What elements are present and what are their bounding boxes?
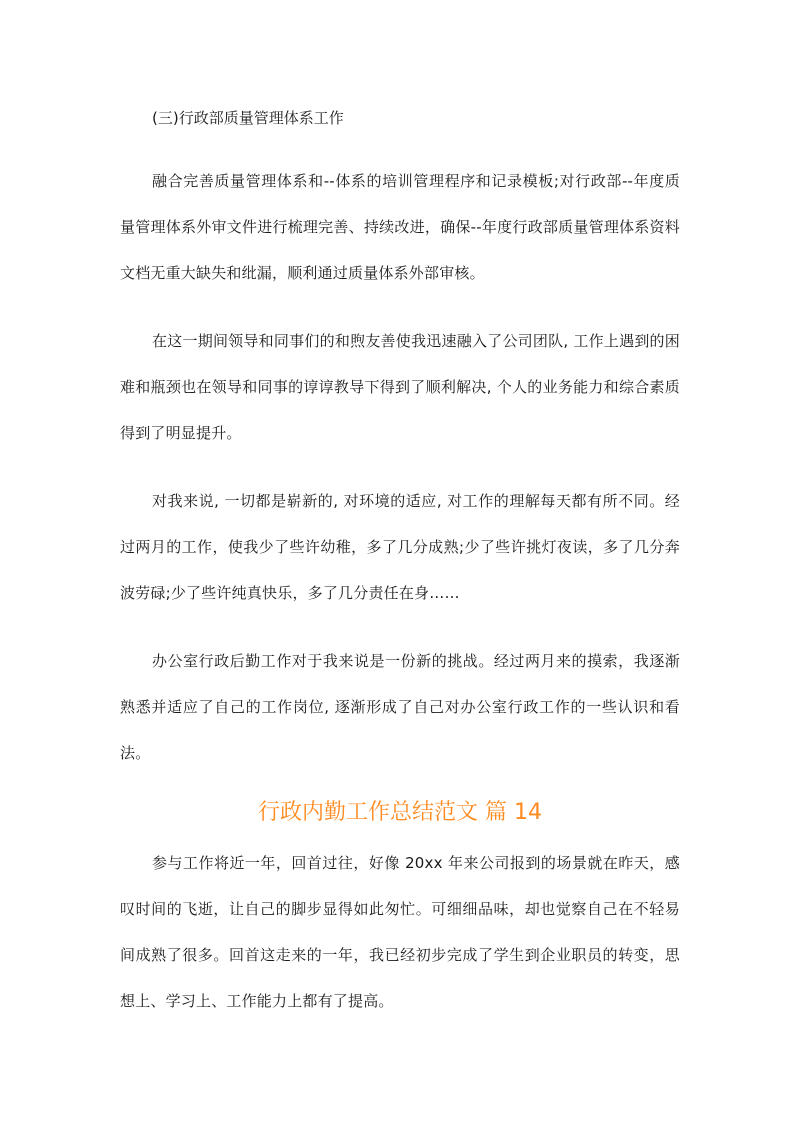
paragraph-team-integration: 在这一期间领导和同事们的和煦友善使我迅速融入了公司团队, 工作上遇到的困难和瓶颈也在领导和同事的谆谆教导下得到了顺利解决, 个人的业务能力和综合素质得到了明显提升。 (120, 332, 680, 442)
document-content (120, 98, 680, 1024)
spacer (120, 456, 680, 478)
paragraph-new-challenge: 办公室行政后勤工作对于我来说是一份新的挑战。经过两月来的摸索，我逐渐熟悉并适应了自己的工作岗位, 逐渐形成了自己对办公室行政工作的一些认识和看法。 (120, 652, 680, 762)
paragraph-new-experience: 对我来说, 一切都是崭新的, 对环境的适应, 对工作的理解每天都有所不同。经过两月的工作，使我少了些许幼稚，多了几分成熟;少了些许挑灯夜读，多了几分奔波劳碌;少了些许纯真快乐，多了几分责任在身…… (120, 492, 680, 602)
spacer (120, 138, 680, 158)
spacer (120, 296, 680, 318)
section-title: 行政内勤工作总结范文 篇 14 (258, 800, 542, 825)
subheading-quality-system: (三)行政部质量管理体系工作 (152, 109, 344, 127)
paragraph-quality-system: 融合完善质量管理体系和--体系的培训管理程序和记录模板;对行政部--年度质量管理体系外审文件进行梳理完善、持续改进，确保--年度行政部质量管理体系资料文档无重大缺失和纰漏，顺利通过质量体系外部审核。 (120, 172, 680, 282)
spacer (120, 616, 680, 638)
paragraph-one-year-review: 参与工作将近一年，回首过往，好像 20xx 年来公司报到的场景就在昨天，感叹时间的飞逝，让自己的脚步显得如此匆忙。可细细品味，却也觉察自己在不轻易间成熟了很多。回首这走来的一年，我已经初步完成了学生到企业职员的转变，思想上、学习上、工作能力上都有了提高。 (120, 854, 680, 1010)
